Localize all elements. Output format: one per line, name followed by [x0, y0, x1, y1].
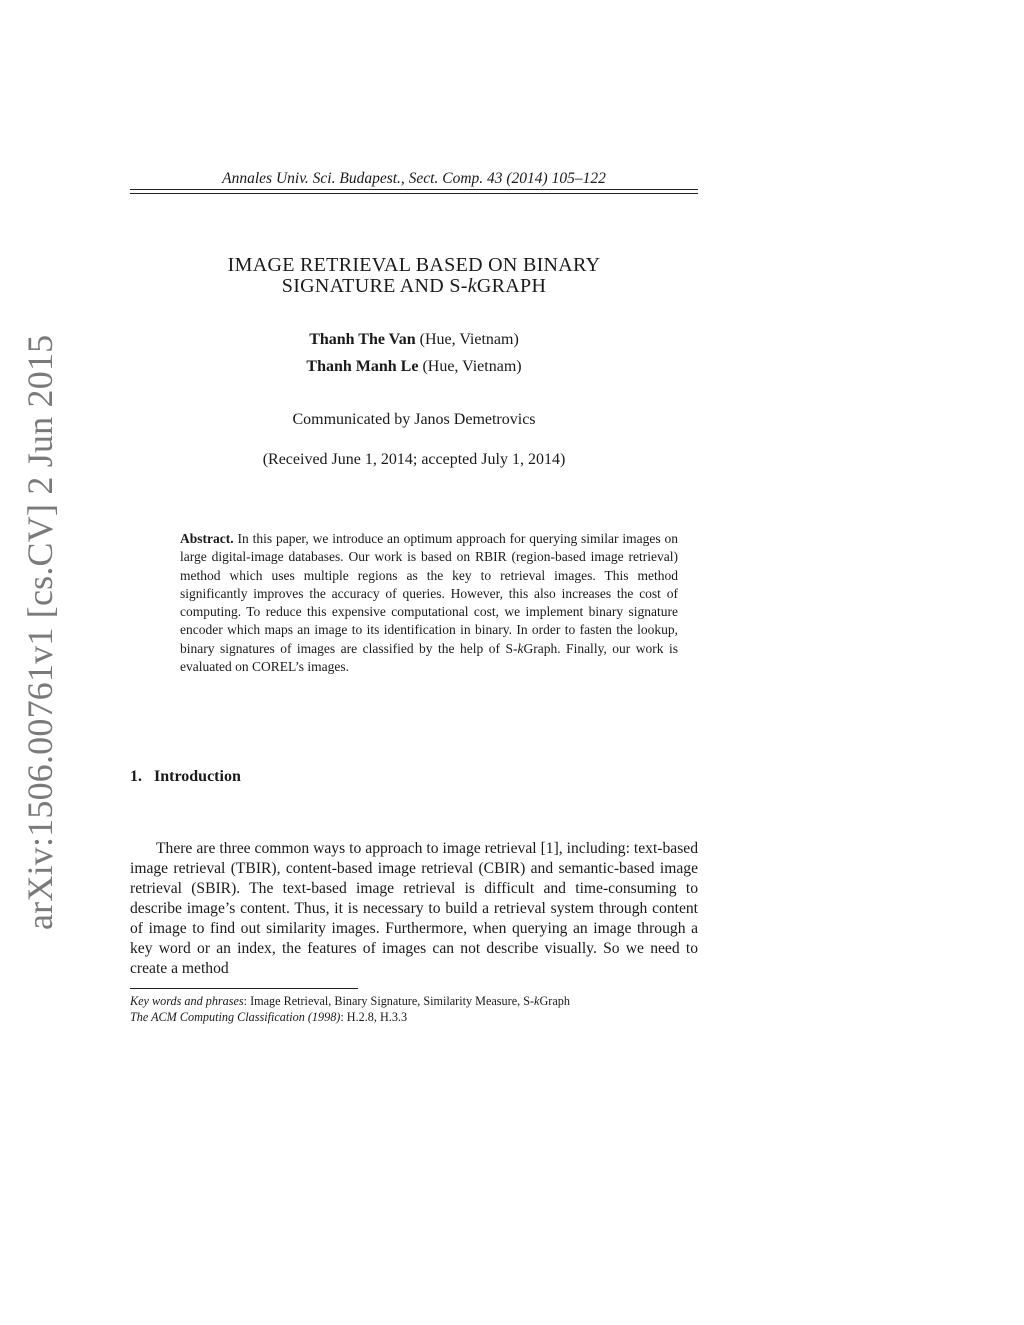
footnote-keywords-k: k [534, 994, 540, 1008]
abstract-k: k [517, 640, 524, 656]
footnote-keywords [130, 993, 730, 1009]
paper-title-line-2-prefix: SIGNATURE AND S- [281, 275, 468, 297]
footnote-rule [130, 988, 358, 989]
abstract-text: In this paper, we introduce an optimum approach for querying similar images on large digital-image databases. Our work is based on RBIR (region-based image retrieval) method which uses multiple regions as the key to retrieval images. This method significantly improves the accuracy of queries. However, this also increases the cost of computing. To reduce this expensive computational cost, we implement binary signature encoder which maps an image to its identification in binary. In order to fasten the lookup, binary signatures of images are classified by the help of S- [180, 531, 678, 656]
author-1-name: Thanh The Van [309, 331, 416, 348]
abstract-text-end: Graph. Finally, our work is evaluated on COREL’s images. [180, 640, 679, 675]
running-head: Annales Univ. Sci. Budapest., Sect. Comp. 43 (2014) 105–122 [222, 170, 606, 187]
paper-title-line-2 [130, 276, 698, 297]
introduction-paragraph: There are three common ways to approach to image retrieval [1], including: text-based image retrieval (TBIR), content-based image retrieval (CBIR) and semantic-based image retrieval (SBIR). The text-based image retrieval is difficult and time-consuming to describe image’s content. Thus, it is necessary to build a retrieval system through content of image to find out similarity images. Furthermore, when querying an image through a key word or an index, the features of images can not describe visually. So we need to create a method [130, 840, 698, 977]
arxiv-identifier-stamp: arXiv:1506.00761v1 [cs.CV] 2 Jun 2015 [20, 334, 60, 930]
section-number: 1. [130, 768, 142, 785]
author-2-affiliation: (Hue, Vietnam) [422, 358, 522, 375]
footnote-keywords-end: Graph [539, 994, 570, 1008]
footnote-acm-classification [130, 1009, 730, 1025]
author-2-name: Thanh Manh Le [306, 358, 419, 375]
author-1-affiliation: (Hue, Vietnam) [419, 331, 519, 348]
footnote-acm-label: The ACM Computing Classification (1998) [130, 1010, 341, 1024]
running-head-rule-bottom [130, 193, 698, 194]
footnote-keywords-text: : Image Retrieval, Binary Signature, Similarity Measure, S- [243, 994, 535, 1008]
author-1 [130, 331, 698, 349]
author-2 [130, 358, 698, 376]
running-head-rule-top [130, 189, 698, 190]
paper-title-k: k [467, 275, 477, 297]
footnote-acm-value: : H.2.8, H.3.3 [340, 1010, 408, 1024]
paper-title-line-1: IMAGE RETRIEVAL BASED ON BINARY [227, 254, 601, 276]
communicated-by: Communicated by Janos Demetrovics [292, 411, 536, 428]
received-dates: (Received June 1, 2014; accepted July 1, 2014) [262, 451, 566, 468]
abstract [180, 530, 678, 676]
abstract-label: Abstract. [180, 531, 234, 546]
footnote-keywords-label: Key words and phrases [130, 994, 244, 1008]
section-heading-introduction [130, 768, 241, 786]
section-title: Introduction [154, 768, 241, 785]
paper-title [130, 255, 698, 297]
paper-title-line-2-suffix: GRAPH [476, 275, 547, 297]
